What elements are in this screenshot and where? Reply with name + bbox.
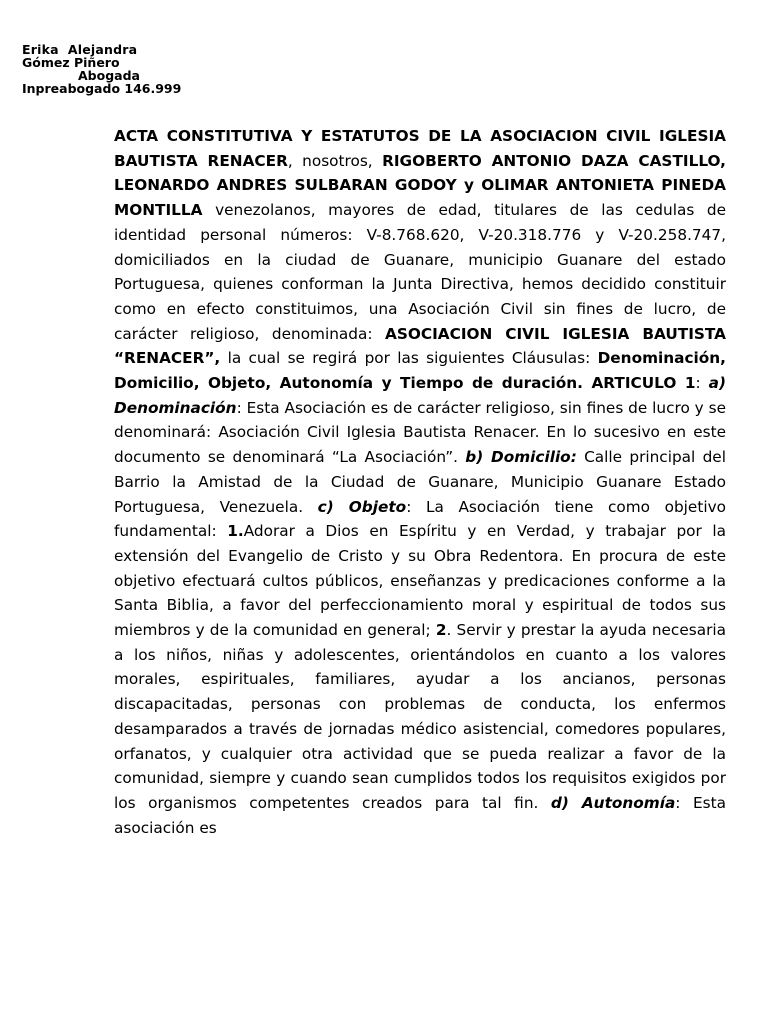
bold-text-run: ACTA CONSTITUTIVA Y ESTATUTOS DE LA ASOCIACION CIVIL IGLESIA BAUTISTA RENACER — [114, 127, 726, 170]
bold-italic-text-run-inner: c) Objeto — [317, 497, 407, 516]
bold-italic-text-run — [465, 448, 577, 466]
text-run: , nosotros, — [287, 151, 383, 170]
bold-text-run: 1. — [227, 522, 244, 541]
bold-italic-text-run — [318, 498, 407, 516]
letterhead-registry: Inpreabogado 146.999 — [22, 81, 182, 96]
bold-text-run: RIGOBERTO ANTONIO DAZA CASTILLO, LEONARDO ANDRES SULBARAN GODOY y OLIMAR ANTONIETA PINEDA MONTILLA — [114, 151, 726, 220]
bold-text-run: ASOCIACION CIVIL IGLESIA BAUTISTA “RENACER”, — [114, 324, 726, 368]
letterhead-name-line-2: Gómez Piñero — [22, 55, 120, 70]
text-run: : — [695, 374, 709, 393]
text-run: . Servir y prestar la ayuda necesaria a los niños, niñas y adolescentes, orientándolos en cuanto a los valores morales, espirituales, familiares, ayudar a los ancianos, personas discapacitadas, personas con problemas de conducta, los enfermos desamparados a través de jornadas médico asistencial, comedores populares, orfanatos, y cualquier otra actividad que se pueda realizar a favor de la comunidad, siempre y cuando sean cumplidos todos los requisitos exigidos por los organismos competentes creados para tal fin. — [114, 621, 727, 812]
bold-italic-text-run-inner: d) Autonomía — [550, 793, 676, 812]
bold-italic-text-run — [551, 794, 675, 812]
letterhead-title: Abogada — [78, 68, 140, 83]
letterhead-name-line-1: Erika Alejandra — [22, 42, 138, 57]
text-run: Calle principal del Barrio la Amistad de la Ciudad de Guanare, Municipio Guanare Estado Portuguesa, Venezuela. — [114, 448, 726, 516]
bold-italic-text-run-inner: a) Denominación — [114, 374, 726, 417]
text-run: venezolanos, mayores de edad, titulares de las cedulas de identidad personal números: V-8.768.620, V-20.318.776 y V-20.258.747, domiciliados en la ciudad de Guanare, municipio Guanare del estado Portuguesa, quienes conforman la Junta Directiva, hemos decidido constituir como en efecto constituimos, una Asociación Civil sin fines de lucro, de carácter religioso, denominada: — [114, 201, 726, 343]
document-body-paragraph — [114, 124, 726, 840]
bold-text-run: 2 — [435, 621, 447, 640]
text-run: Adorar a Dios en Espíritu y en Verdad, y trabajar por la extensión del Evangelio de Cristo y su Obra Redentora. En procura de este objetivo efectuará cultos públicos, enseñanzas y predicaciones conforme a la Santa Biblia, a favor del perfeccionamiento moral y espiritual de todos sus miembros y de la comunidad en general; — [114, 522, 726, 640]
text-run: : Esta Asociación es de carácter religioso, sin fines de lucro y se denominará: Asociación Civil Iglesia Bautista Renacer. En lo sucesivo en este documento se denominará “La Asociación”. — [114, 398, 726, 467]
bold-italic-text-run-inner: b) Domicilio: — [465, 448, 577, 467]
text-run: la cual se regirá por las siguientes Cláusulas: — [220, 349, 598, 368]
text-run: : Esta asociación es — [114, 793, 726, 837]
text-run: : La Asociación tiene como objetivo fundamental: — [114, 497, 727, 541]
bold-text-run: Denominación, Domicilio, Objeto, Autonomía y Tiempo de duración. ARTICULO 1 — [114, 349, 726, 393]
letterhead — [22, 43, 181, 95]
